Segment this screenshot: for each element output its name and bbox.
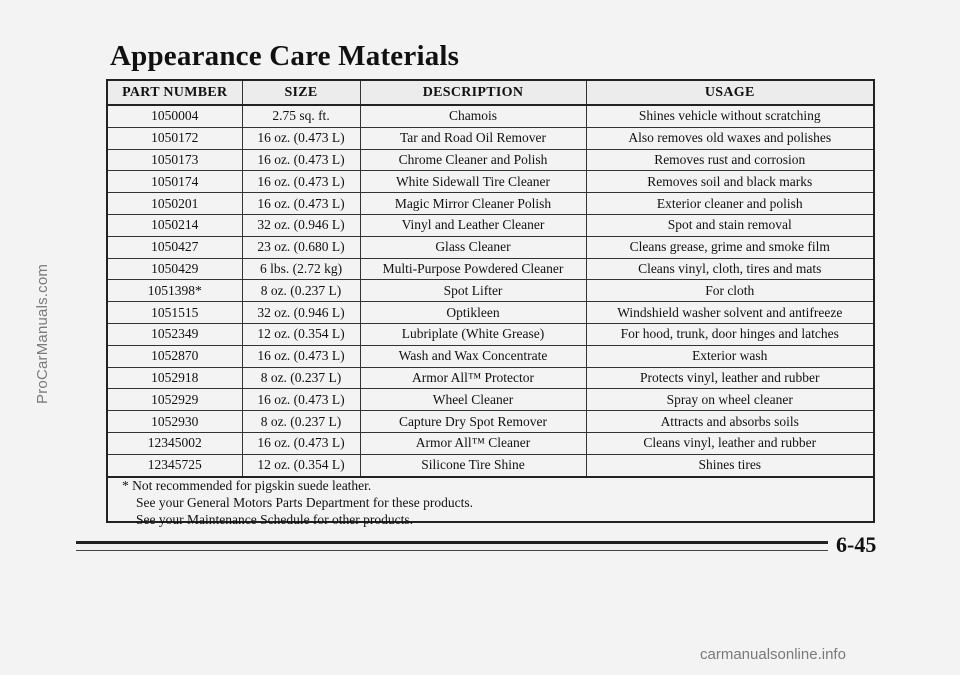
cell-part-number: 1051515 — [108, 302, 242, 324]
cell-usage: Spray on wheel cleaner — [586, 389, 873, 411]
table-header-row — [108, 81, 873, 105]
cell-description: Tar and Road Oil Remover — [360, 127, 586, 149]
footnote-maintenance-schedule: See your Maintenance Schedule for other products. — [136, 512, 414, 527]
side-watermark: ProCarManuals.com — [34, 263, 51, 404]
cell-part-number: 12345725 — [108, 454, 242, 476]
cell-usage: Also removes old waxes and polishes — [586, 127, 873, 149]
cell-usage: Attracts and absorbs soils — [586, 411, 873, 433]
cell-size: 12 oz. (0.354 L) — [242, 454, 360, 476]
table-row — [108, 193, 873, 215]
cell-part-number: 1050173 — [108, 149, 242, 171]
cell-description: Wash and Wax Concentrate — [360, 345, 586, 367]
cell-part-number: 1050427 — [108, 236, 242, 258]
cell-usage: Cleans grease, grime and smoke film — [586, 236, 873, 258]
table-row — [108, 149, 873, 171]
cell-usage: For cloth — [586, 280, 873, 302]
table-row — [108, 171, 873, 193]
page-title: Appearance Care Materials — [110, 40, 460, 72]
cell-description: Vinyl and Leather Cleaner — [360, 214, 586, 236]
footer-watermark: carmanualsonline.info — [700, 646, 846, 663]
cell-usage: Protects vinyl, leather and rubber — [586, 367, 873, 389]
cell-description: Capture Dry Spot Remover — [360, 411, 586, 433]
header-description: DESCRIPTION — [360, 81, 586, 105]
cell-size: 8 oz. (0.237 L) — [242, 367, 360, 389]
cell-description: White Sidewall Tire Cleaner — [360, 171, 586, 193]
cell-part-number: 1052929 — [108, 389, 242, 411]
cell-description: Lubriplate (White Grease) — [360, 323, 586, 345]
cell-description: Wheel Cleaner — [360, 389, 586, 411]
cell-size: 2.75 sq. ft. — [242, 105, 360, 127]
table-row — [108, 258, 873, 280]
table-row — [108, 432, 873, 454]
cell-size: 32 oz. (0.946 L) — [242, 214, 360, 236]
materials-table-box — [106, 79, 875, 527]
cell-description: Multi-Purpose Powdered Cleaner — [360, 258, 586, 280]
cell-part-number: 1050429 — [108, 258, 242, 280]
cell-description: Spot Lifter — [360, 280, 586, 302]
cell-description: Armor All™ Cleaner — [360, 432, 586, 454]
cell-usage: Removes rust and corrosion — [586, 149, 873, 171]
table-row — [108, 323, 873, 345]
table-row — [108, 280, 873, 302]
header-part-number: PART NUMBER — [108, 81, 242, 105]
cell-usage: Removes soil and black marks — [586, 171, 873, 193]
cell-description: Silicone Tire Shine — [360, 454, 586, 476]
cell-usage: Spot and stain removal — [586, 214, 873, 236]
footnote-pigskin: * Not recommended for pigskin suede leather. — [122, 478, 372, 493]
cell-description: Glass Cleaner — [360, 236, 586, 258]
cell-part-number: 1052918 — [108, 367, 242, 389]
cell-usage: Cleans vinyl, leather and rubber — [586, 432, 873, 454]
footnote-parts-department: See your General Motors Parts Department for these products. — [136, 495, 474, 510]
table-row — [108, 345, 873, 367]
cell-size: 16 oz. (0.473 L) — [242, 389, 360, 411]
cell-usage: Windshield washer solvent and antifreeze — [586, 302, 873, 324]
footnotes — [122, 477, 473, 528]
cell-size: 32 oz. (0.946 L) — [242, 302, 360, 324]
cell-usage: Shines tires — [586, 454, 873, 476]
cell-part-number: 12345002 — [108, 432, 242, 454]
cell-description: Magic Mirror Cleaner Polish — [360, 193, 586, 215]
cell-size: 16 oz. (0.473 L) — [242, 345, 360, 367]
cell-part-number: 1052930 — [108, 411, 242, 433]
header-usage: USAGE — [586, 81, 873, 105]
cell-part-number: 1052349 — [108, 323, 242, 345]
cell-part-number: 1052870 — [108, 345, 242, 367]
cell-part-number: 1050174 — [108, 171, 242, 193]
materials-table — [108, 81, 873, 478]
cell-size: 16 oz. (0.473 L) — [242, 432, 360, 454]
cell-part-number: 1050201 — [108, 193, 242, 215]
table-row — [108, 389, 873, 411]
cell-size: 6 lbs. (2.72 kg) — [242, 258, 360, 280]
cell-part-number: 1050004 — [108, 105, 242, 127]
cell-size: 23 oz. (0.680 L) — [242, 236, 360, 258]
table-row — [108, 411, 873, 433]
footer-rule-thick — [76, 541, 828, 544]
cell-usage: For hood, trunk, door hinges and latches — [586, 323, 873, 345]
table-row — [108, 236, 873, 258]
cell-part-number: 1050172 — [108, 127, 242, 149]
table-row — [108, 127, 873, 149]
page-number: 6-45 — [836, 532, 877, 557]
cell-usage: Cleans vinyl, cloth, tires and mats — [586, 258, 873, 280]
cell-size: 16 oz. (0.473 L) — [242, 171, 360, 193]
table-row — [108, 367, 873, 389]
table-row — [108, 302, 873, 324]
cell-size: 16 oz. (0.473 L) — [242, 193, 360, 215]
cell-part-number: 1051398* — [108, 280, 242, 302]
cell-part-number: 1050214 — [108, 214, 242, 236]
cell-size: 8 oz. (0.237 L) — [242, 411, 360, 433]
cell-size: 16 oz. (0.473 L) — [242, 149, 360, 171]
cell-usage: Shines vehicle without scratching — [586, 105, 873, 127]
cell-description: Armor All™ Protector — [360, 367, 586, 389]
cell-usage: Exterior cleaner and polish — [586, 193, 873, 215]
header-size: SIZE — [242, 81, 360, 105]
table-row — [108, 105, 873, 127]
cell-description: Chrome Cleaner and Polish — [360, 149, 586, 171]
footer-rule-thin — [76, 550, 828, 551]
cell-description: Chamois — [360, 105, 586, 127]
table-row — [108, 214, 873, 236]
cell-description: Optikleen — [360, 302, 586, 324]
cell-size: 8 oz. (0.237 L) — [242, 280, 360, 302]
cell-size: 16 oz. (0.473 L) — [242, 127, 360, 149]
cell-size: 12 oz. (0.354 L) — [242, 323, 360, 345]
cell-usage: Exterior wash — [586, 345, 873, 367]
table-row — [108, 454, 873, 476]
